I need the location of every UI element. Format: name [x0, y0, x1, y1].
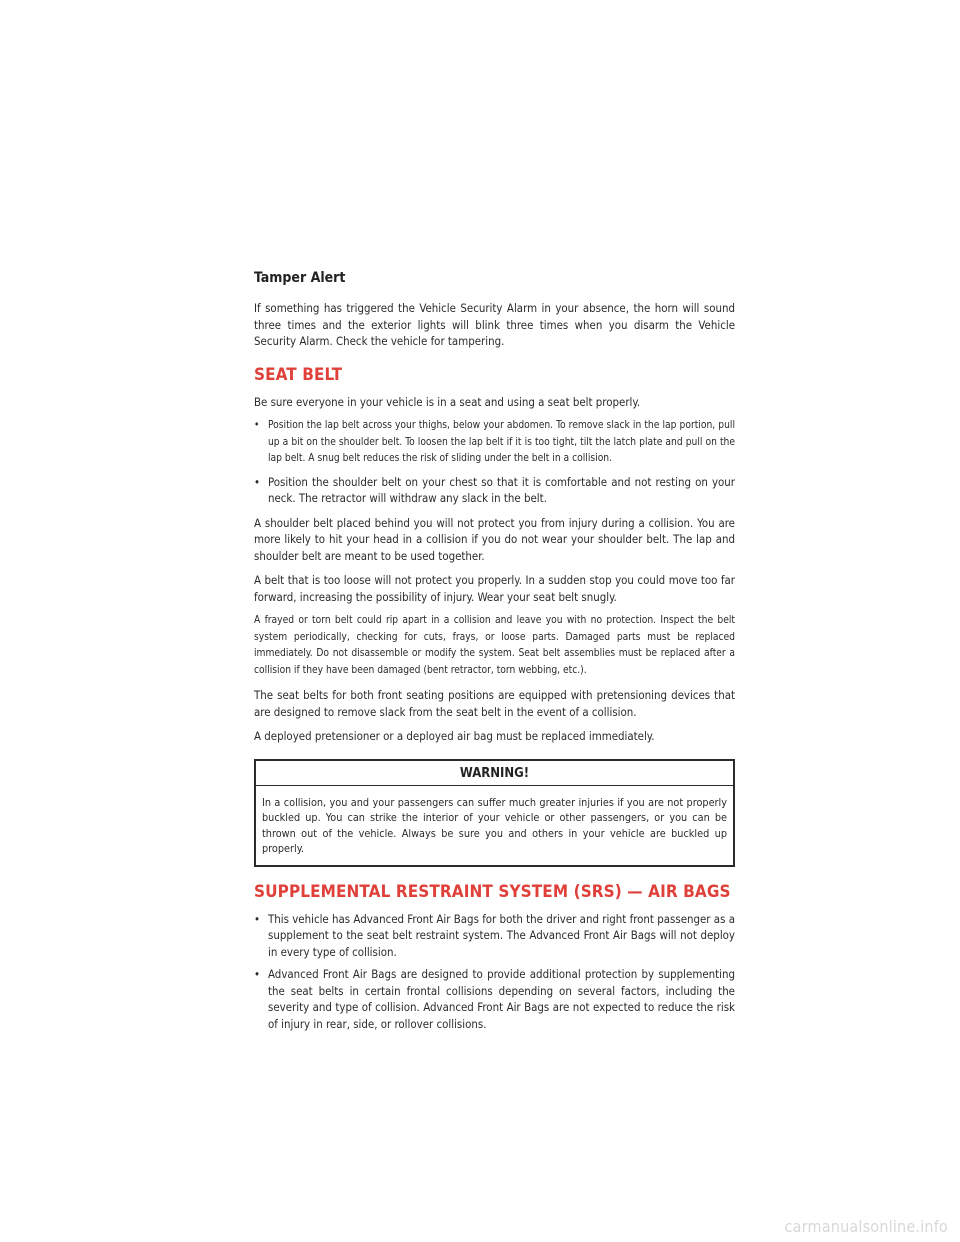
list-item — [254, 474, 735, 507]
bullet-icon: • — [254, 474, 261, 489]
seat-belt-intro: Be sure everyone in your vehicle is in a seat and using a seat belt properly. — [254, 394, 641, 409]
bullet-icon: • — [254, 420, 260, 431]
list-item — [254, 966, 735, 1032]
list-item-text: Position the lap belt across your thighs, below your abdomen. To remove slack in the lap portion, pull up a bit on the shoulder belt. To loosen the lap belt if it is too tight, tilt the latch plate and pull on the lap belt. A snug belt reduces the risk of sliding under the belt in a collision. — [268, 420, 735, 464]
srs-heading: SUPPLEMENTAL RESTRAINT SYSTEM (SRS) — AIR BAGS — [254, 881, 731, 902]
paragraph: The seat belts for both front seating positions are equipped with pretensioning devices that are designed to remove slack from the seat belt in the event of a collision. — [254, 688, 735, 719]
warning-body: In a collision, you and your passengers can suffer much greater injuries if you are not properly buckled up. You can strike the interior of your vehicle or other passengers, or you can be thrown out of the vehicle. Always be sure you and others in your vehicle are buckled up properly. — [262, 795, 727, 855]
paragraph: A shoulder belt placed behind you will not protect you from injury during a collision. You are more likely to hit your head in a collision if you do not wear your shoulder belt. The lap and shoulder belt are meant to be used together. — [254, 515, 735, 563]
watermark: carmanualsonline.info — [784, 1217, 948, 1236]
list-item-text: Advanced Front Air Bags are designed to provide additional protection by supplementing the seat belts in certain frontal collisions depending on several factors, including the severity and type of collision. Advanced Front Air Bags are not expected to reduce the risk of injury in rear, side, or rollover collisions. — [268, 967, 735, 1031]
srs-bullet-list — [254, 911, 735, 1033]
paragraph: A belt that is too loose will not protect you properly. In a sudden stop you could move too far forward, increasing the possibility of injury. Wear your seat belt snugly. — [254, 573, 735, 604]
tamper-alert-body: If something has triggered the Vehicle Security Alarm in your absence, the horn will sound three times and the exterior lights will blink three times when you disarm the Vehicle Security Alarm. Check the vehicle for tampering. — [254, 301, 735, 348]
warning-box — [254, 759, 735, 867]
page-content — [254, 268, 735, 1040]
paragraph: A deployed pretensioner or a deployed air bag must be replaced immediately. — [254, 729, 655, 743]
list-item-text: This vehicle has Advanced Front Air Bags for both the driver and right front passenger as a supplement to the seat belt restraint system. The Advanced Front Air Bags will not deploy in every type of collision. — [268, 911, 735, 959]
list-item — [254, 911, 735, 961]
paragraph: A frayed or torn belt could rip apart in a collision and leave you with no protection. Inspect the belt system periodically, checking for cuts, frays, or loose parts. Damaged parts must be replaced immediately. Do not disassemble or modify the system. Seat belt assemblies must be replaced after a collision if they have been damaged (bent retractor, torn webbing, etc.). — [254, 615, 735, 676]
tamper-alert-heading: Tamper Alert — [254, 270, 346, 286]
seat-belt-heading: SEAT BELT — [254, 364, 343, 385]
bullet-icon: • — [254, 911, 261, 926]
list-item — [254, 418, 735, 468]
seat-belt-bullet-list — [254, 418, 735, 507]
list-item-text: Position the shoulder belt on your chest so that it is comfortable and not resting on your neck. The retractor will withdraw any slack in the belt. — [268, 474, 735, 505]
warning-title: WARNING! — [256, 761, 733, 786]
bullet-icon: • — [254, 967, 261, 981]
